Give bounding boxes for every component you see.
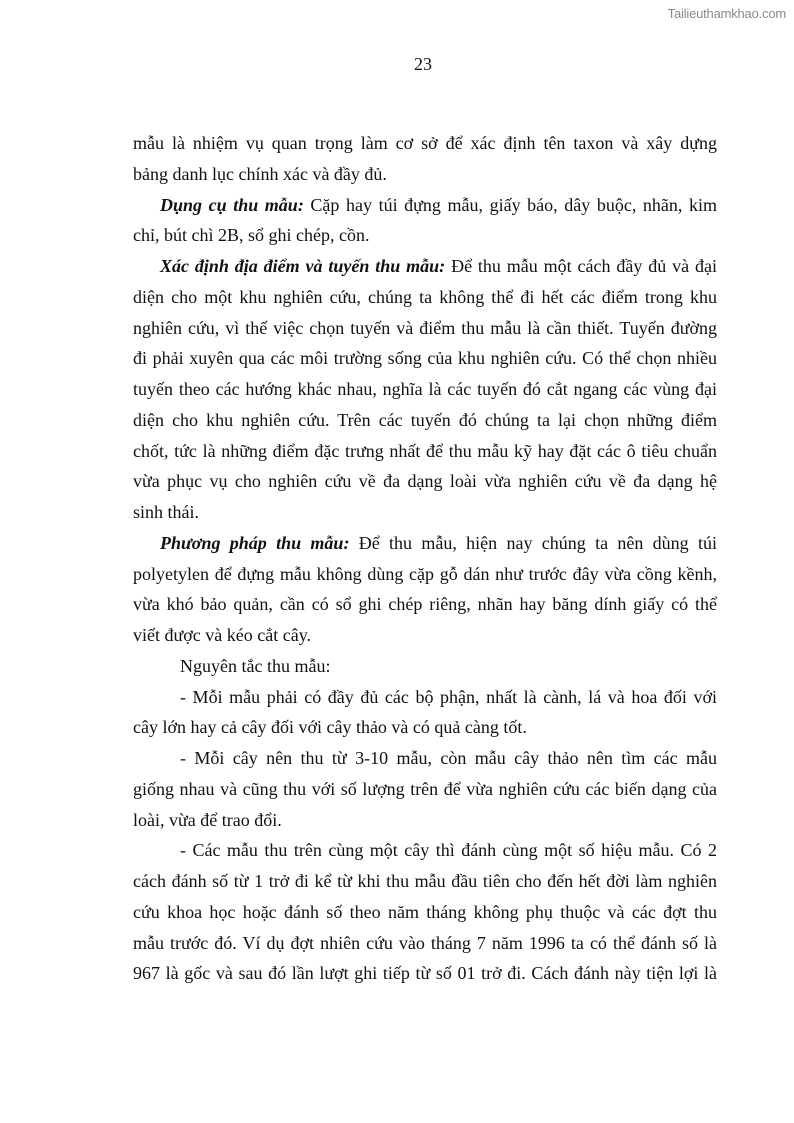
line-text: sinh thái. — [133, 502, 199, 522]
line-text: bảng danh lục chính xác và đầy đủ. — [133, 163, 387, 184]
run-in-heading: Phương pháp thu mẫu: — [160, 532, 350, 553]
line-text: giống nhau và cũng thu với số lượng trên để vừa nghiên cứu các biến dạng của — [133, 778, 717, 799]
text-line — [133, 866, 717, 897]
line-text: đi phải xuyên qua các môi trường sống của khu nghiên cứu. Có thể chọn nhiều — [133, 348, 717, 369]
text-line — [133, 712, 717, 743]
text-line — [133, 282, 717, 313]
body-text — [133, 128, 717, 989]
text-line — [133, 559, 717, 590]
line-text: mẫu trước đó. Ví dụ đợt nhiên cứu vào tháng 7 năm 1996 ta có thể đánh số là — [133, 932, 717, 953]
line-text: tuyến theo các hướng khác nhau, nghĩa là các tuyến đó cắt ngang các vùng đại — [133, 379, 717, 399]
line-text: chốt, tức là những điểm đặc trưng nhất để thu mẫu kỹ hay đặt các ô tiêu chuẩn — [133, 440, 717, 461]
run-in-heading: Xác định địa điểm và tuyến thu mẫu: — [160, 256, 446, 276]
line-text: Nguyên tắc thu mẫu: — [180, 655, 331, 676]
text-line — [133, 374, 717, 405]
text-line — [133, 651, 717, 682]
line-text: cứu khoa học hoặc đánh số theo năm tháng không phụ thuộc và các đợt thu — [133, 901, 717, 922]
line-text: loài, vừa để trao đổi. — [133, 809, 282, 830]
line-text: viết được và kéo cắt cây. — [133, 625, 312, 645]
line-text: nghiên cứu, vì thế việc chọn tuyến và điểm thu mẫu là cần thiết. Tuyến đường — [133, 317, 717, 338]
line-text: cây lớn hay cả cây đối với cây thảo và có quả càng tốt. — [133, 717, 527, 738]
text-line — [133, 589, 717, 620]
line-text: Cặp hay túi đựng mẫu, giấy báo, dây buộc, nhãn, kim — [303, 194, 717, 215]
text-line — [133, 835, 717, 866]
line-text: chỉ, bút chì 2B, sổ ghi chép, cồn. — [133, 225, 370, 246]
text-line — [133, 682, 717, 713]
text-line — [133, 405, 717, 436]
text-line — [133, 128, 717, 159]
line-text: cách đánh số từ 1 trở đi kể từ khi thu mẫu đầu tiên cho đến hết đời làm nghiên — [133, 871, 717, 891]
text-line — [133, 159, 717, 190]
text-line — [133, 343, 717, 374]
page-number: 23 — [414, 54, 432, 74]
text-line — [133, 774, 717, 805]
line-text: 967 là gốc và sau đó lần lượt ghi tiếp từ số 01 trở đi. Cách đánh này tiện lợi là — [133, 963, 717, 984]
text-line — [133, 805, 717, 836]
text-line — [133, 958, 717, 989]
text-line — [133, 220, 717, 251]
run-in-heading: Dụng cụ thu mẫu: — [160, 194, 304, 215]
text-line — [133, 928, 717, 959]
text-line — [133, 528, 717, 559]
text-line — [133, 436, 717, 467]
line-text: - Mỗi mẫu phải có đầy đủ các bộ phận, nhất là cành, lá và hoa đối với — [180, 686, 717, 707]
text-line — [133, 897, 717, 928]
text-line — [133, 313, 717, 344]
line-text: mẫu là nhiệm vụ quan trọng làm cơ sở để xác định tên taxon và xây dựng — [133, 133, 717, 153]
line-text: - Các mẫu thu trên cùng một cây thì đánh cùng một số hiệu mẫu. Có 2 — [180, 840, 717, 861]
line-text: polyetylen để đựng mẫu không dùng cặp gỗ dán như trước đây vừa cồng kềnh, — [133, 563, 717, 584]
line-text: vừa phục vụ cho nghiên cứu về đa dạng loài vừa nghiên cứu về đa dạng hệ — [133, 471, 717, 492]
line-text: vừa khó bảo quản, cần có sổ ghi chép riêng, nhãn hay băng dính giấy có thể — [133, 594, 717, 615]
text-line — [133, 743, 717, 774]
line-text: Để thu mẫu, hiện nay chúng ta nên dùng túi — [349, 532, 717, 553]
line-text: - Mỗi cây nên thu từ 3-10 mẫu, còn mẫu cây thảo nên tìm các mẫu — [180, 748, 717, 768]
text-line — [133, 497, 717, 528]
watermark: Tailieuthamkhao.com — [667, 6, 786, 21]
text-line — [133, 620, 717, 651]
text-line — [133, 466, 717, 497]
text-line — [133, 251, 717, 282]
line-text: diện cho một khu nghiên cứu, chúng ta không thể đi hết các điểm trong khu — [133, 286, 717, 307]
line-text: diện cho khu nghiên cứu. Trên các tuyến đó chúng ta lại chọn những điểm — [133, 409, 717, 430]
line-text: Để thu mẫu một cách đầy đủ và đại — [445, 256, 718, 276]
text-line — [133, 190, 717, 221]
